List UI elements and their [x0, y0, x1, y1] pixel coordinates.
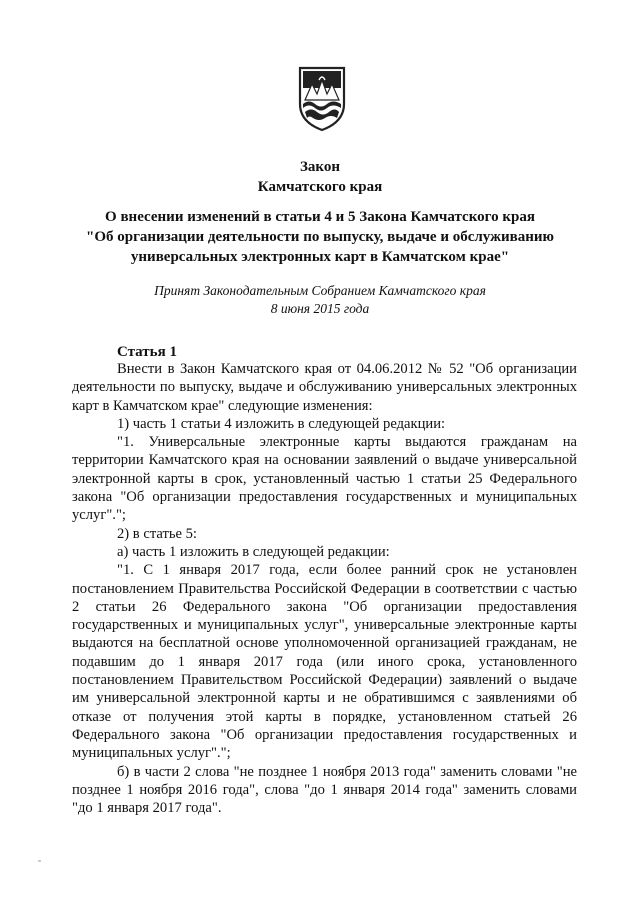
- article-paragraph: "1. С 1 января 2017 года, если более ранний срок не установлен постановлением Правительства Российской Федерации в соответствии с частью 2 статьи 26 Федерального закона "Об организации предоставления государственных и муниципальных услуг", универсальные электронные карты выдаются на бесплатной основе уполномоченной организацией гражданам, не подавшим до 1 января 2017 года (или иного срока, установленного постановлением Правительством Российской Федерации) заявлений о выдаче им универсальной электронной карты и не обратившимся с заявлениями об отказе от получения этой карты в порядке, установленном статьей 26 Федерального закона "Об организации предоставления государственных и муниципальных услуг".";: [72, 562, 577, 762]
- law-title: [0, 157, 640, 197]
- adoption-date: 8 июня 2015 года: [270, 301, 370, 316]
- article-heading: Статья 1: [117, 344, 177, 360]
- adoption-note: [0, 282, 640, 318]
- kamchatka-coat-of-arms-icon: [297, 66, 347, 132]
- law-title-line-2: Камчатского края: [257, 179, 383, 195]
- article-body: [72, 360, 577, 817]
- law-title-line-1: Закон: [299, 159, 340, 175]
- law-subject-line-2: "Об организации деятельности по выпуску, выдаче и обслуживанию: [86, 229, 554, 245]
- article-paragraph: "1. Универсальные электронные карты выдаются гражданам на территории Камчатского края на основании заявлений о выдаче универсальной электронной карты в срок, установленный частью 1 статьи 25 Федерального закона "Об организации предоставления государственных и муниципальных услуг".";: [72, 434, 577, 524]
- law-subject-line-3: универсальных электронных карт в Камчатском крае": [130, 249, 510, 265]
- article-paragraph: а) часть 1 изложить в следующей редакции:: [117, 543, 390, 560]
- article-paragraph: 1) часть 1 статьи 4 изложить в следующей редакции:: [117, 415, 446, 432]
- article-paragraph: 2) в статье 5:: [117, 525, 197, 542]
- law-subject: [0, 207, 640, 267]
- scan-speck: [38, 860, 41, 862]
- article-paragraph: б) в части 2 слова "не позднее 1 ноября 2013 года" заменить словами "не позднее 1 ноября 2016 года", слова "до 1 января 2014 года" заменить словами "до 1 января 2017 года".: [72, 763, 577, 817]
- article-paragraph: Внести в Закон Камчатского края от 04.06.2012 № 52 "Об организации деятельности по выпуску, выдаче и обслуживанию универсальных электронных карт в Камчатском крае" следующие изменения:: [72, 361, 577, 414]
- adoption-line-1: Принят Законодательным Собранием Камчатского края: [154, 283, 486, 298]
- law-subject-line-1: О внесении изменений в статьи 4 и 5 Закона Камчатского края: [105, 209, 535, 225]
